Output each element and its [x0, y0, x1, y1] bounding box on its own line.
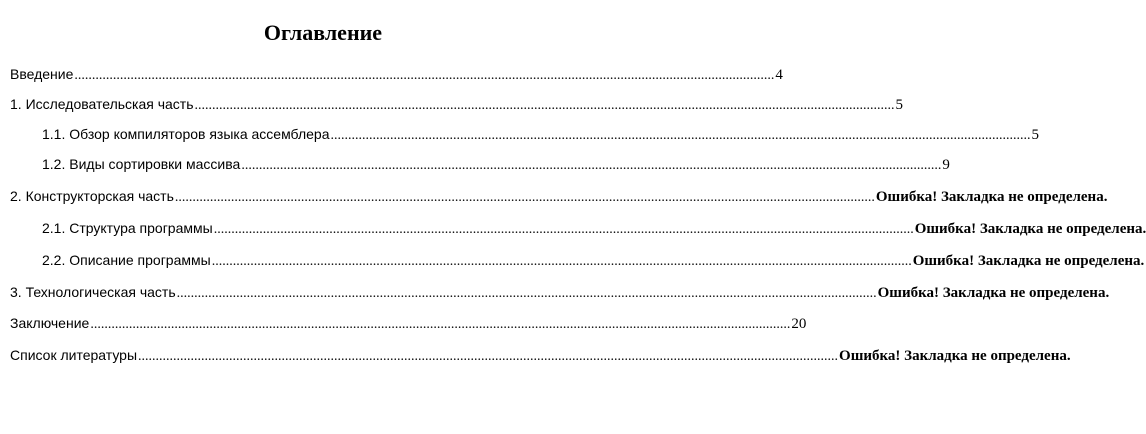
toc-entry-label: 1.1. Обзор компиляторов языка ассемблера [42, 126, 330, 142]
toc-entry-page: 20 [791, 316, 807, 332]
toc-entry-label: 2. Конструкторская часть [10, 188, 174, 204]
dot-leader: ........................................................................................................................................................................................................ [174, 190, 875, 205]
bookmark-error: Ошибка! Закладка не определена. [877, 285, 1110, 301]
dot-leader: ........................................................................................................................................................................................................ [176, 286, 877, 301]
dot-leader: ........................................................................................................................................................................................................ [194, 98, 895, 113]
dot-leader: ........................................................................................................................................................................................................ [90, 317, 791, 332]
dot-leader: ........................................................................................................................................................................................................ [213, 222, 914, 237]
dot-leader: ........................................................................................................................................................................................................ [138, 349, 839, 364]
toc-entry-label: 2.1. Структура программы [42, 220, 213, 236]
toc-entry-technology-part[interactable] [10, 278, 1110, 306]
toc-entry-references[interactable] [10, 341, 1071, 369]
toc-entry-page: 9 [942, 157, 950, 173]
toc-entry-label: 1. Исследовательская часть [10, 96, 194, 112]
toc-entry-label: 2.2. Описание программы [42, 252, 211, 268]
toc-entry-design-part[interactable] [10, 182, 1108, 210]
toc-entry-array-sorting[interactable] [42, 150, 950, 178]
dot-leader: ........................................................................................................................................................................................................ [241, 158, 942, 173]
toc-entry-label: Введение [10, 66, 74, 82]
toc-entry-label: Список литературы [10, 347, 138, 363]
bookmark-error: Ошибка! Закладка не определена. [875, 189, 1108, 205]
toc-entry-program-structure[interactable] [42, 214, 1146, 242]
bookmark-error: Ошибка! Закладка не определена. [914, 221, 1146, 237]
dot-leader: ........................................................................................................................................................................................................ [330, 128, 1031, 143]
dot-leader: ........................................................................................................................................................................................................ [74, 68, 775, 83]
dot-leader: ........................................................................................................................................................................................................ [211, 254, 912, 269]
toc-entry-conclusion[interactable] [10, 309, 807, 337]
toc-entry-label: Заключение [10, 315, 90, 331]
bookmark-error: Ошибка! Закладка не определена. [839, 348, 1071, 364]
toc-entry-assembler-compilers[interactable] [42, 120, 1039, 148]
toc-entry-label: 1.2. Виды сортировки массива [42, 156, 241, 172]
bookmark-error: Ошибка! Закладка не определена. [912, 253, 1145, 269]
toc-entry-research-part[interactable] [10, 90, 904, 118]
toc-entry-page: 5 [1031, 127, 1039, 143]
toc-entry-page: 4 [775, 67, 783, 83]
toc-entry-introduction[interactable] [10, 60, 783, 88]
toc-entry-label: 3. Технологическая часть [10, 284, 176, 300]
toc-entry-page: 5 [895, 97, 904, 113]
toc-title: Оглавление [263, 20, 383, 45]
toc-entry-program-description[interactable] [42, 246, 1145, 274]
